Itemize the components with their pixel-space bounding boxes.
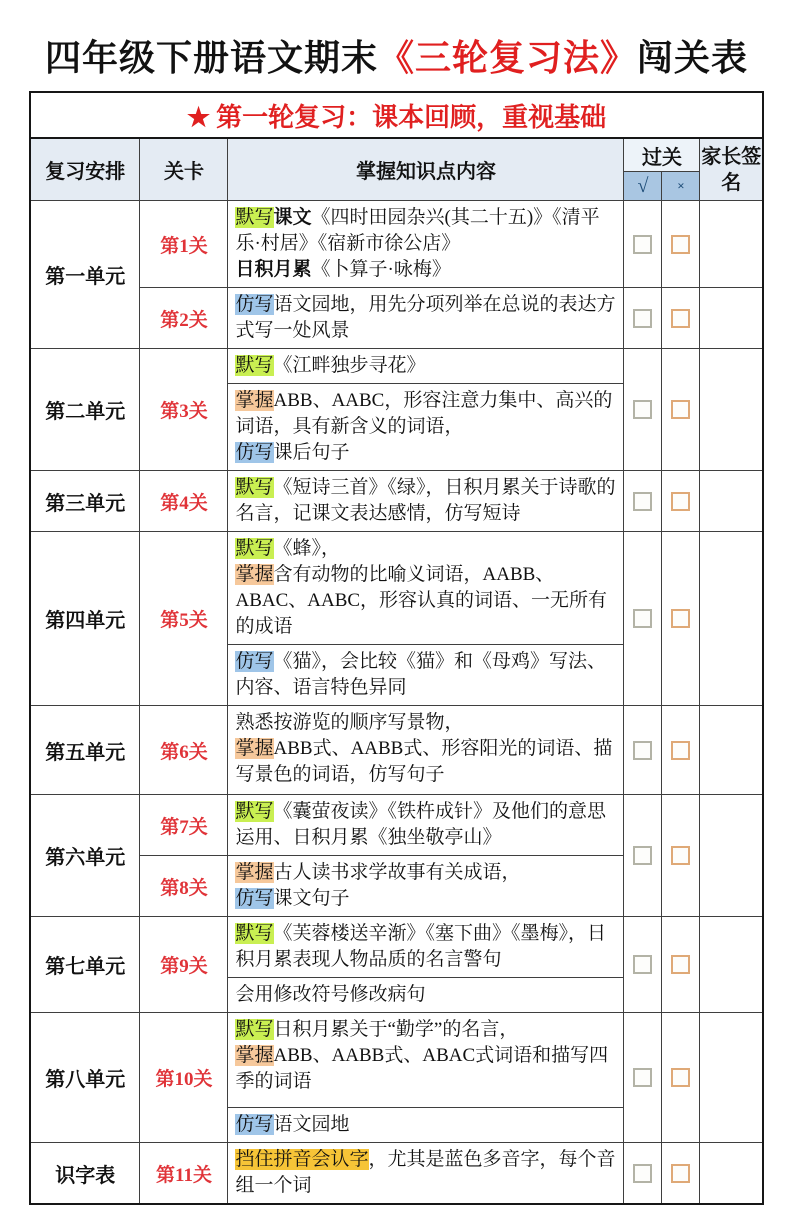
knowledge-content: 会用修改符号修改病句 [235, 984, 426, 1005]
knowledge-content: 默写《江畔独步寻花》 [228, 349, 623, 384]
pass-check-checkbox[interactable] [633, 1164, 652, 1183]
level-label: 第1关 [140, 201, 228, 288]
unit-row [30, 917, 763, 1013]
unit-label: 第三单元 [30, 471, 140, 532]
pass-cross-checkbox[interactable] [671, 235, 690, 254]
parent-sign-cell [700, 795, 763, 917]
level-label: 第2关 [140, 288, 228, 349]
unit-label: 第一单元 [30, 201, 140, 349]
page-title-suffix: 闯关表 [637, 38, 749, 78]
unit-row [30, 471, 763, 532]
page-title [0, 0, 793, 81]
level-label: 第3关 [140, 349, 228, 471]
unit-label: 第二单元 [30, 349, 140, 471]
col-header-content: 掌握知识点内容 [228, 138, 624, 201]
pass-cross-checkbox[interactable] [671, 846, 690, 865]
knowledge-content: 掌握ABB、AABC，形容注意力集中、高兴的词语，具有新含义的词语， 仿写课后句子 [235, 390, 613, 463]
star-icon: ★ [186, 102, 211, 132]
unit-row [30, 1143, 763, 1205]
pass-check-checkbox[interactable] [633, 492, 652, 511]
parent-sign-cell [700, 349, 763, 471]
unit-label: 第六单元 [30, 795, 140, 917]
unit-row [30, 349, 763, 471]
page-title-prefix: 四年级下册语文期末 [44, 38, 378, 78]
parent-sign-cell [700, 1143, 763, 1205]
table-header-row [30, 138, 763, 172]
round-header-row [30, 92, 763, 138]
pass-check-checkbox[interactable] [633, 400, 652, 419]
review-checklist-table [29, 91, 764, 1205]
knowledge-content: 默写《囊萤夜读》《铁杵成针》及他们的意思运用、日积月累《独坐敬亭山》 [235, 801, 607, 848]
unit-label: 第八单元 [30, 1013, 140, 1143]
col-header-pass: 过关 [624, 138, 700, 172]
unit-label: 第五单元 [30, 706, 140, 795]
unit-row [30, 288, 763, 349]
parent-sign-cell [700, 706, 763, 795]
pass-check-checkbox[interactable] [633, 309, 652, 328]
knowledge-content: 熟悉按游览的顺序写景物， 掌握ABB式、AABB式、形容阳光的词语、描写景色的词语，仿写句子 [235, 712, 613, 785]
level-label: 第9关 [140, 917, 228, 1013]
pass-check-checkbox[interactable] [633, 741, 652, 760]
pass-cross-checkbox[interactable] [671, 741, 690, 760]
knowledge-content: 默写《芙蓉楼送辛渐》《塞下曲》《墨梅》，日积月累表现人物品质的名言警句 [228, 917, 623, 978]
knowledge-content: 默写课文《四时田园杂兴(其二十五)》《清平乐·村居》《宿新市徐公店》 日积月累《卜算子·咏梅》 [235, 207, 600, 280]
knowledge-content: 仿写语文园地，用先分项列举在总说的表达方式写一处风景 [235, 294, 616, 341]
parent-sign-cell [700, 288, 763, 349]
knowledge-content: 默写《蜂》， 掌握含有动物的比喻义词语，AABB、ABAC、AABC，形容认真的词语、一无所有的成语 [228, 532, 623, 645]
pass-cross-checkbox[interactable] [671, 492, 690, 511]
pass-cross-checkbox[interactable] [671, 1068, 690, 1087]
level-label: 第8关 [140, 856, 228, 917]
pass-cross-checkbox[interactable] [671, 309, 690, 328]
pass-check-checkbox[interactable] [633, 846, 652, 865]
page-title-highlight: 《三轮复习法》 [377, 38, 637, 78]
pass-cross-checkbox[interactable] [671, 1164, 690, 1183]
round-title [30, 92, 763, 138]
pass-cross-checkbox[interactable] [671, 609, 690, 628]
parent-sign-cell [700, 917, 763, 1013]
pass-check-checkbox[interactable] [633, 955, 652, 974]
round-title-label: 第一轮复习：课本回顾，重视基础 [216, 102, 607, 132]
parent-sign-cell [700, 201, 763, 288]
col-header-level: 关卡 [140, 138, 228, 201]
unit-label: 第七单元 [30, 917, 140, 1013]
unit-row [30, 1013, 763, 1143]
parent-sign-cell [700, 532, 763, 706]
level-label: 第10关 [140, 1013, 228, 1143]
level-label: 第4关 [140, 471, 228, 532]
knowledge-content: 默写日积月累关于“勤学”的名言， 掌握ABB、AABB式、ABAC式词语和描写四季的词语 [228, 1013, 623, 1108]
pass-check-checkbox[interactable] [633, 609, 652, 628]
knowledge-content: 仿写语文园地 [235, 1114, 350, 1135]
level-label: 第6关 [140, 706, 228, 795]
knowledge-content: 挡住拼音会认字，尤其是蓝色多音字，每个音组一个词 [235, 1149, 616, 1196]
pass-check-header: √ [624, 172, 662, 201]
knowledge-content: 仿写《猫》，会比较《猫》和《母鸡》写法、内容、语言特色异同 [235, 651, 607, 698]
pass-check-checkbox[interactable] [633, 235, 652, 254]
parent-sign-cell [700, 471, 763, 532]
col-header-plan: 复习安排 [30, 138, 140, 201]
pass-cross-header: × [662, 172, 700, 201]
level-label: 第11关 [140, 1143, 228, 1205]
knowledge-content: 掌握古人读书求学故事有关成语， 仿写课文句子 [235, 862, 521, 909]
knowledge-content: 默写《短诗三首》《绿》，日积月累关于诗歌的名言，记课文表达感情，仿写短诗 [235, 477, 616, 524]
pass-check-checkbox[interactable] [633, 1068, 652, 1087]
parent-sign-cell [700, 1013, 763, 1143]
col-header-parent-sign: 家长签名 [700, 138, 763, 201]
unit-row [30, 201, 763, 288]
unit-row [30, 706, 763, 795]
unit-row [30, 532, 763, 706]
pass-cross-checkbox[interactable] [671, 955, 690, 974]
level-label: 第5关 [140, 532, 228, 706]
level-label: 第7关 [140, 795, 228, 856]
pass-cross-checkbox[interactable] [671, 400, 690, 419]
unit-label: 识字表 [30, 1143, 140, 1205]
unit-label: 第四单元 [30, 532, 140, 706]
unit-row [30, 795, 763, 856]
